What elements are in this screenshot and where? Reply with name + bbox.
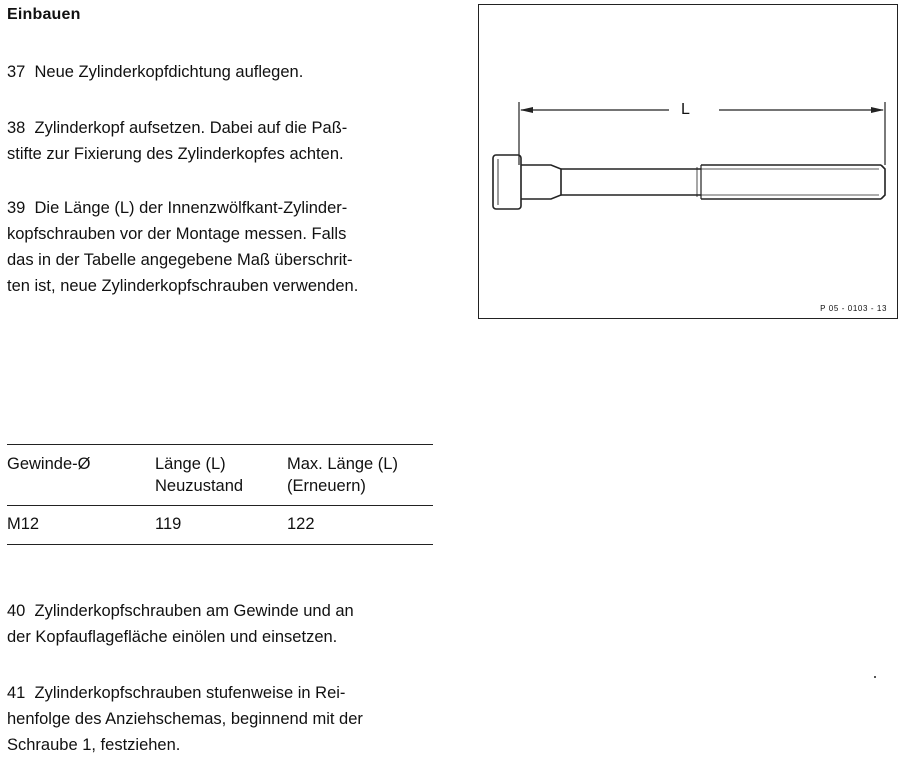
cell-thread: M12: [7, 515, 40, 533]
table-row: [7, 506, 433, 544]
header-length-new: Länge (L) Neuzustand: [155, 455, 244, 495]
bolt-length-figure: [478, 4, 898, 319]
header-max-length: Max. Länge (L) (Erneuern): [287, 455, 398, 495]
table-header-row: [7, 445, 433, 505]
cell-length-new: 119: [155, 515, 182, 533]
dimension-arrow-left: [520, 107, 533, 113]
dimension-arrow-right: [871, 107, 884, 113]
table-bottom-rule: [7, 544, 433, 545]
cell-max-length: 122: [287, 515, 315, 533]
section-heading: Einbauen: [7, 6, 81, 23]
scan-speck: [874, 676, 876, 678]
step-39-text: 39 Die Länge (L) der Innenzwölfkant-Zylinder- kopfschrauben vor der Montage messen. Falls das in der Tabelle angegebene Maß überschrit- ten ist, neue Zylinderkopfschrauben verwenden.: [7, 199, 359, 295]
step-41-text: 41 Zylinderkopfschrauben stufenweise in Rei- henfolge des Anziehschemas, beginnend mit der Schraube 1, festziehen.: [7, 684, 363, 754]
step-40-text: 40 Zylinderkopfschrauben am Gewinde und an der Kopfauflagefläche einölen und einsetzen.: [7, 602, 354, 646]
header-thread-diameter: Gewinde-Ø: [7, 455, 91, 473]
bolt-collar: [521, 165, 561, 199]
bolt-tip: [881, 165, 885, 199]
dimension-label-l: L: [681, 101, 690, 118]
bolt-drawing: [479, 5, 899, 320]
bolt-length-table: [7, 444, 433, 545]
bolt-head: [493, 155, 521, 209]
step-38-text: 38 Zylinderkopf aufsetzen. Dabei auf die Paß- stifte zur Fixierung des Zylinderkopfes achten.: [7, 119, 348, 163]
step-37-text: 37 Neue Zylinderkopfdichtung auflegen.: [7, 63, 304, 81]
figure-code: P 05 - 0103 - 13: [820, 304, 887, 313]
